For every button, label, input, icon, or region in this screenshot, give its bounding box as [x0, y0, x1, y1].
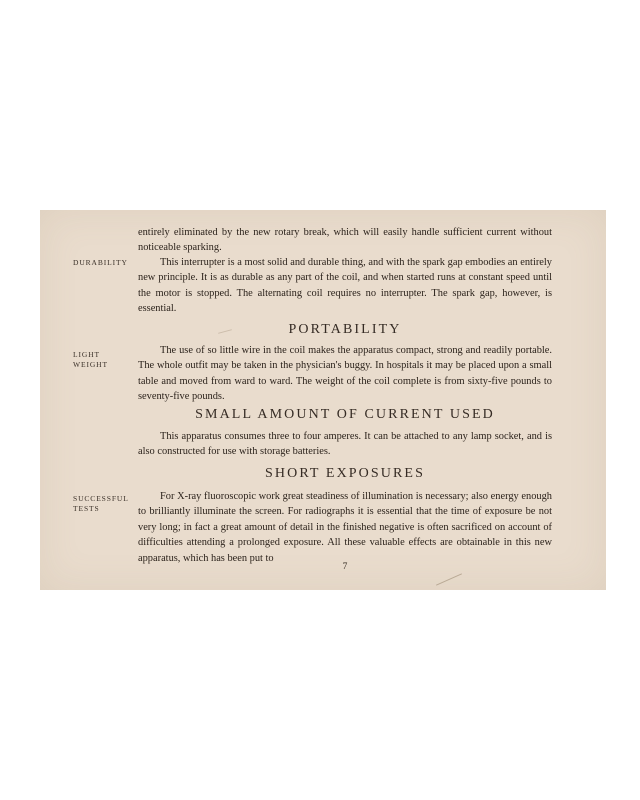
- paragraph-rotary-break: entirely eliminated by the new rotary break, which will easily handle sufficient current without noticeable sparking.: [138, 227, 552, 254]
- paragraph-portability: The use of so little wire in the coil makes the apparatus compact, strong and readily portable. The whole outfit may be taken in the physician's buggy. In hospitals it may be placed upon a small table and moved from ward to ward. The weight of the coil complete is from sixty-five pounds to seventy-five pounds.: [138, 345, 552, 403]
- heading-current-used: SMALL AMOUNT OF CURRENT USED: [195, 407, 495, 422]
- book-page: [40, 210, 606, 590]
- paragraph-current-used: This apparatus consumes three to four amperes. It can be attached to any lamp socket, and is also constructed for use with storage batteries.: [138, 431, 552, 458]
- margin-note-durability: DURABILITY: [73, 258, 128, 267]
- margin-note-light-line2: WEIGHT: [73, 360, 108, 369]
- margin-note-successful-line1: SUCCESSFUL: [73, 494, 129, 503]
- margin-note-light-weight: [73, 350, 108, 370]
- margin-note-successful-tests: [73, 494, 129, 514]
- pencil-mark: [436, 573, 462, 585]
- margin-note-successful-line2: TESTS: [73, 504, 100, 513]
- margin-note-light-line1: LIGHT: [73, 350, 100, 359]
- page-number: 7: [342, 562, 348, 572]
- paragraph-short-exposures: For X-ray fluoroscopic work great steadiness of illumination is necessary; also energy enough to brilliantly illuminate the screen. For radiographs it is essential that the time of exposure be not very long; in fact a great amount of detail in the finished negative is often sacrificed on account of difficulties attending a prolonged exposure. All these valuable effects are obtainable in this new apparatus, which has been put to: [138, 491, 552, 564]
- paragraph-durability: This interrupter is a most solid and durable thing, and with the spark gap embodies an entirely new principle. It is as durable as any part of the coil, and when started runs at constant speed until the motor is stopped. The alternating coil requires no interrupter. The spark gap, however, is essential.: [138, 257, 552, 315]
- heading-portability: PORTABILITY: [288, 322, 402, 337]
- heading-short-exposures: SHORT EXPOSURES: [265, 466, 425, 481]
